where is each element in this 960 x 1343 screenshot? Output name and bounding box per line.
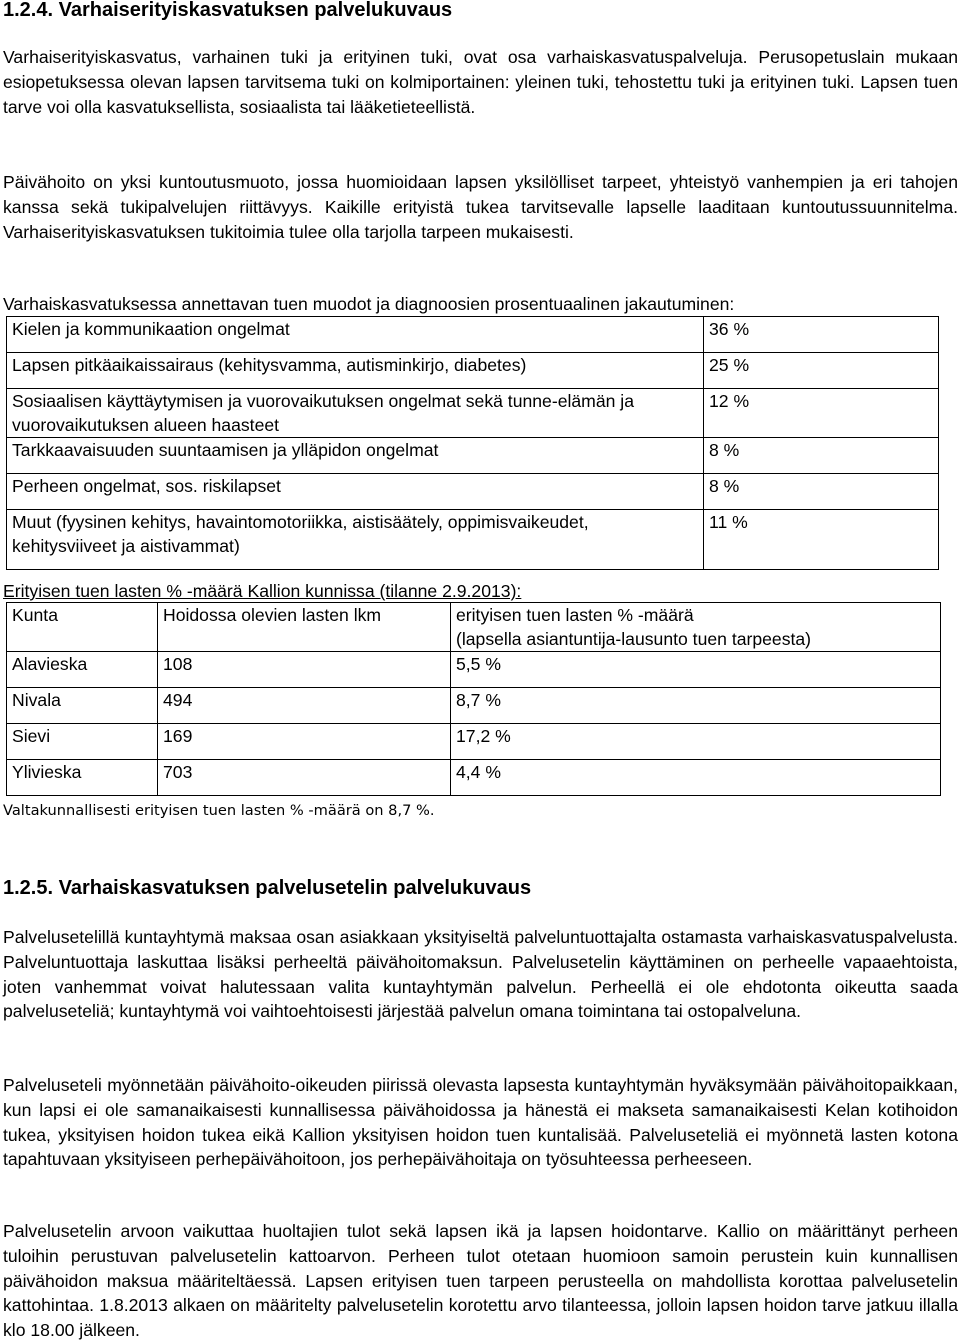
table-row (7, 389, 939, 438)
cell-count: 169 (158, 724, 451, 760)
table-cell-label: Perheen ongelmat, sos. riskilapset (7, 474, 704, 510)
table-cell-value: 12 % (704, 389, 939, 438)
table-row (7, 353, 939, 389)
table-row (7, 474, 939, 510)
support-table-caption: Varhaiskasvatuksessa annettavan tuen muodot ja diagnoosien prosentuaalinen jakautuminen: (3, 294, 735, 314)
cell-kunta: Sievi (7, 724, 158, 760)
table-header-row (7, 603, 941, 652)
table-cell-value: 25 % (704, 353, 939, 389)
paragraph-rehabilitation: Päivähoito on yksi kuntoutusmuoto, jossa huomioidaan lapsen yksilölliset tarpeet, yhteistyö vanhempien ja eri tahojen kanssa sekä tukipalvelujen riittävyys. Kaikille erityistä tukea tarvitsevalle lapselle laaditaan kuntoutussuunnitelma. Varhaiserityiskasvatuksen tukitoimia tulee olla tarjolla tarpeen mukaisesti. (3, 172, 958, 242)
section-heading-1-2-4: 1.2.4. Varhaiserityiskasvatuksen palvelukuvaus (3, 0, 453, 21)
paragraph-voucher-value: Palvelusetelin arvoon vaikuttaa huoltajien tulot sekä lapsen ikä ja lapsen hoidontarve. Kallio on määrittänyt perheen tuloihin perustuvan palvelusetelin kattoarvon. Perheen tulot otetaan huomioon samoin perustein kuin kunnallisen päivähoidon maksua määriteltäessä. Lapsen erityisen tuen tarpeen perusteella on mahdollista korottaa palvelusetelin kattohintaa. 1.8.2013 alkaen on määritelty palvelusetelin korotettu arvo tilanteessa, jolloin lapsen hoidon tarve jatkuu illalla klo 18.00 jälkeen. (3, 1221, 958, 1341)
cell-kunta: Ylivieska (7, 760, 158, 796)
table-cell-value: 8 % (704, 438, 939, 474)
header-special-support-pct (451, 603, 941, 652)
cell-pct: 5,5 % (451, 652, 941, 688)
municipal-special-support-table (6, 602, 941, 796)
section-heading-1-2-5: 1.2.5. Varhaiskasvatuksen palvelusetelin palvelukuvaus (3, 877, 532, 899)
national-average-footnote: Valtakunnallisesti erityisen tuen lasten % -määrä on 8,7 %. (3, 802, 435, 819)
header-child-count: Hoidossa olevien lasten lkm (158, 603, 451, 652)
table-row (7, 652, 941, 688)
cell-count: 108 (158, 652, 451, 688)
cell-count: 494 (158, 688, 451, 724)
paragraph-intro: Varhaiserityiskasvatus, varhainen tuki ja erityinen tuki, ovat osa varhaiskasvatuspalveluja. Perusopetuslain mukaan esiopetuksessa olevan lapsen tarvitsema tuki on kolmiportainen: yleinen tuki, tehostettu tuki ja erityinen tuki. Lapsen tuen tarve voi olla kasvatuksellista, sosiaalista tai lääketieteellistä. (3, 47, 958, 117)
table-cell-label: Muut (fyysinen kehitys, havaintomotoriikka, aistisäätely, oppimisvaikeudet, kehitysviiveet ja aistivammat) (7, 510, 704, 570)
municipal-table-caption: Erityisen tuen lasten % -määrä Kallion kunnissa (tilanne 2.9.2013): (3, 581, 522, 601)
table-row (7, 688, 941, 724)
table-cell-label: Tarkkaavaisuuden suuntaamisen ja ylläpidon ongelmat (7, 438, 704, 474)
table-row (7, 760, 941, 796)
support-forms-table (6, 316, 939, 570)
table-cell-value: 8 % (704, 474, 939, 510)
cell-pct: 8,7 % (451, 688, 941, 724)
paragraph-voucher-intro: Palvelusetelillä kuntayhtymä maksaa osan asiakkaan yksityiseltä palveluntuottajalta ostamasta varhaiskasvatuspalvelusta. Palveluntuottaja laskuttaa lisäksi perheeltä päivähoitomaksun. Palvelusetelin käyttäminen on perheelle vapaaehtoista, joten vanhemmat voivat halutessaan valita kuntayhtymän palvelun. Perheellä ei ole ehdotonta oikeutta saada palveluseteliä; kuntayhtymä voi vaihtoehtoisesti järjestää palvelun omana toimintana tai ostopalveluna. (3, 927, 958, 1022)
table-row (7, 438, 939, 474)
header-kunta: Kunta (7, 603, 158, 652)
cell-kunta: Nivala (7, 688, 158, 724)
table-cell-label: Kielen ja kommunikaation ongelmat (7, 317, 704, 353)
table-cell-label: Sosiaalisen käyttäytymisen ja vuorovaikutuksen ongelmat sekä tunne-elämän ja vuorovaikutuksen alueen haasteet (7, 389, 704, 438)
cell-count: 703 (158, 760, 451, 796)
paragraph-voucher-eligibility: Palveluseteli myönnetään päivähoito-oikeuden piirissä olevasta lapsesta kuntayhtymän hyväksymään päivähoitopaikkaan, kun lapsi ei ole samanaikaisesti kunnallisessa päivähoidossa ja hänestä ei makseta samanaikaisesti Kelan kotihoidon tukea, yksityisen hoidon tukea eikä Kallion yksityisen hoidon tuen kuntalisää. Palveluseteliä ei myönnetä lasten kotona tapahtuvaan yksityiseen perhepäivähoitoon, jos perhepäivähoitaja on työsuhteessa perheeseen. (3, 1075, 958, 1170)
header-special-support-pct-label: erityisen tuen lasten % -määrä (456, 605, 694, 625)
header-special-support-pct-note: (lapsella asiantuntija-lausunto tuen tarpeesta) (456, 629, 812, 649)
table-row (7, 317, 939, 353)
table-cell-value: 11 % (704, 510, 939, 570)
cell-kunta: Alavieska (7, 652, 158, 688)
cell-pct: 4,4 % (451, 760, 941, 796)
cell-pct: 17,2 % (451, 724, 941, 760)
table-cell-value: 36 % (704, 317, 939, 353)
table-cell-label: Lapsen pitkäaikaissairaus (kehitysvamma, autisminkirjo, diabetes) (7, 353, 704, 389)
table-row (7, 724, 941, 760)
table-row (7, 510, 939, 570)
